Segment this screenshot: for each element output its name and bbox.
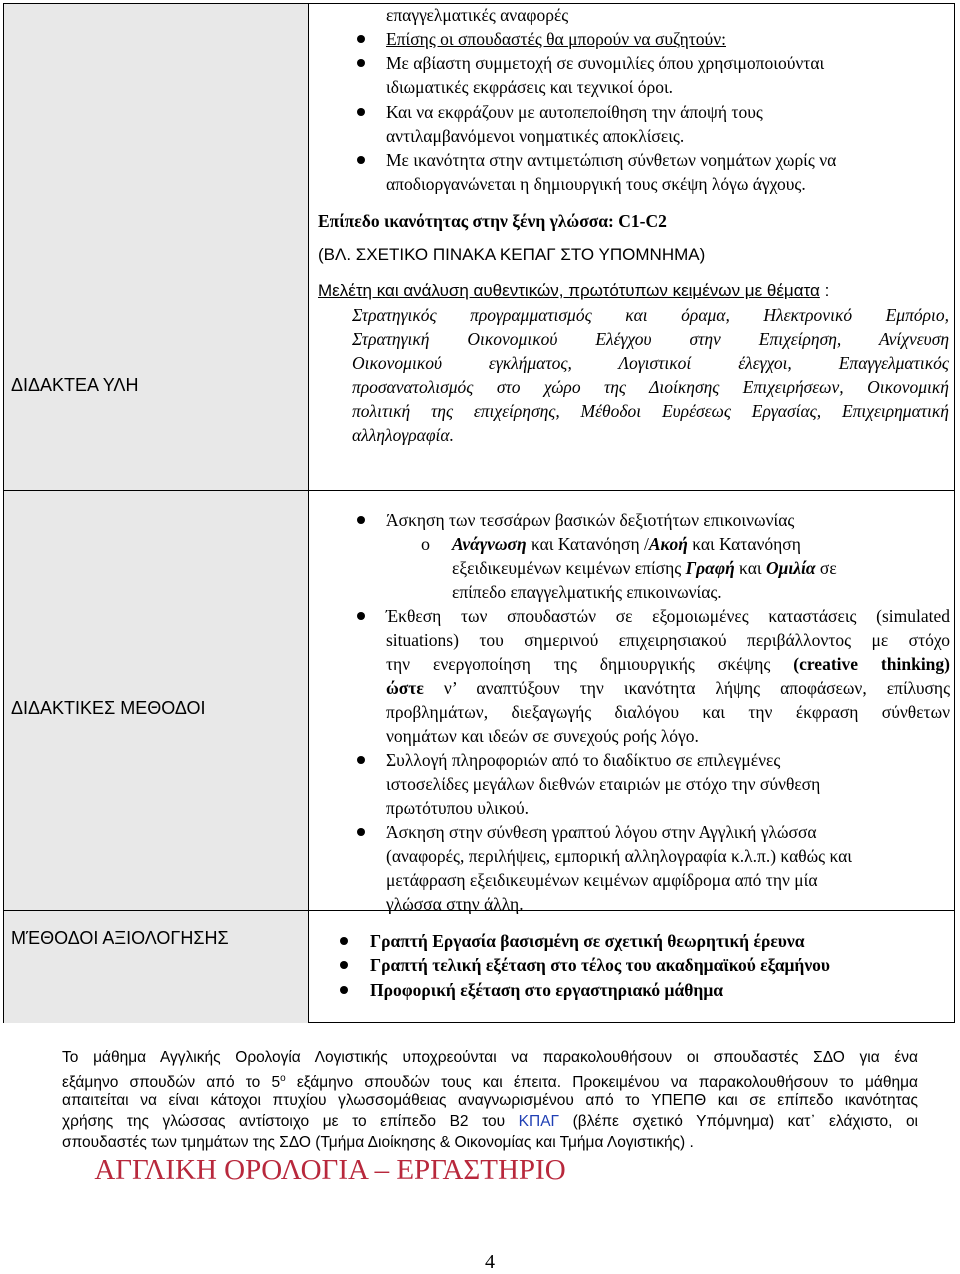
so-that-text: ώστε [386, 678, 424, 698]
note-line: απαιτείται να είναι κάτοχοι πτυχίου γλωσσομάθειας αναγνωρισμένου από το ΥΠΕΠΘ και σε επίπεδο ικανότητας [62, 1091, 918, 1109]
outcome-line: Με αβίαστη συμμετοχή σε συνομιλίες όπου χρησιμοποιούνται [386, 53, 825, 73]
method-line: ιστοσελίδες μεγάλων διεθνών εταιριών με στόχο την σύνθεση [386, 774, 821, 794]
method-line: γλώσσα στην άλλη. [386, 894, 524, 914]
method-text: σε [815, 558, 837, 578]
outcome-line: αντιλαμβανόμενοι νοηματικές αποκλίσεις. [386, 126, 685, 146]
method-text: εξειδικευμένων κειμένων επίσης [452, 558, 686, 578]
note-line [62, 1111, 918, 1132]
method-line [386, 676, 950, 700]
method-line: Συλλογή πληροφοριών από το διαδίκτυο σε επιλεγμένες [386, 750, 781, 770]
creative-thinking-text: (creative thinking) [793, 654, 950, 674]
bullet-icon [357, 516, 365, 524]
reading-text: Ανάγνωση [452, 534, 527, 554]
assessment-item: Γραπτή τελική εξέταση στο τέλος του ακαδημαϊκού εξαμήνου [370, 955, 830, 975]
outcome-line: επαγγελματικές αναφορές [386, 5, 569, 25]
bullet-icon [357, 35, 365, 43]
material-topics-line: Οικονομικού εγκλήματος, Λογιστικοί έλεγχοι, Επαγγελματικός [352, 353, 949, 373]
level-label: Επίπεδο ικανότητας στην ξένη γλώσσα: C1-C2 [318, 211, 667, 231]
outcome-line: Και να εκφράζουν με αυτοπεποίθηση την άποψή τους [386, 102, 763, 122]
note-line: σπουδαστές των τμημάτων της ΣΔΟ (Τμήμα Διοίκησης & Οικονομίας και Τμήμα Λογιστικής) . [62, 1134, 694, 1152]
note-text: χρήσης της γλώσσας αντίστοιχο με το επίπεδο Β2 του [62, 1112, 519, 1130]
bullet-icon [357, 612, 365, 620]
circle-bullet-icon: o [421, 534, 430, 554]
assessment-item: Προφορική εξέταση στο εργαστηριακό μάθημα [370, 980, 724, 1000]
method-sub-line [452, 556, 837, 580]
bullet-icon [357, 108, 365, 116]
assessment-item: Γραπτή Εργασία βασισμένη σε σχετική θεωρητική έρευνα [370, 931, 805, 951]
outcome-text: Επίσης οι σπουδαστές θα μπορούν να συζητούν: [386, 29, 726, 49]
methods-label: ΔΙΔΑΚΤΙΚΕΣ ΜΕΘΟΔΟΙ [11, 698, 206, 718]
page-number: 4 [485, 1251, 495, 1273]
method-line: νοημάτων και ιδεών σε συνεχούς ροής λόγο. [386, 726, 699, 746]
method-line: προβλημάτων, διεξαγωγής διαλόγου και την έκφραση σύνθετων [386, 702, 950, 722]
method-line: Άσκηση των τεσσάρων βασικών δεξιοτήτων επικοινωνίας [386, 510, 795, 530]
method-line: Άσκηση στην σύνθεση γραπτού λόγου στην Αγγλική γλώσσα [386, 822, 817, 842]
material-topics-line: Στρατηγική Οικονομικού Ελέγχου στην Επιχείρηση, Ανίχνευση [352, 329, 949, 349]
assessment-label: ΜΈΘΟΔΟΙ ΑΞΙΟΛΟΓΗΣΗΣ [11, 928, 229, 948]
section-heading: ΑΓΓΛΙΚΗ ΟΡΟΛΟΓΙΑ – ΕΡΓΑΣΤΗΡΙΟ [94, 1154, 566, 1186]
bullet-icon [357, 756, 365, 764]
method-text: και Κατανόηση [687, 534, 801, 554]
outcome-line: Με ικανότητα στην αντιμετώπιση σύνθετων νοημάτων χωρίς να [386, 150, 837, 170]
outcome-line: αποδιοργανώνεται η δημιουργική τους σκέψη λόγω άγχους. [386, 174, 806, 194]
method-text: και [734, 558, 766, 578]
method-text: την ενεργοποίηση της δημιουργικής σκέψης [386, 654, 771, 674]
material-intro [318, 279, 829, 303]
method-text: ν’ αναπτύξουν την ικανότητα λήψης αποφάσεων, επίλυσης [423, 678, 950, 698]
column-divider [308, 4, 309, 1022]
note-text: εξάμηνο σπουδών από το 5 [62, 1074, 281, 1092]
bullet-icon [340, 937, 348, 945]
material-label: ΔΙΔΑΚΤΕΑ ΥΛΗ [11, 375, 139, 395]
method-text: και Κατανόηση / [526, 534, 649, 554]
note-text: (βλέπε σχετικό Υπόμνημα) κατ᾽ ελάχιστο, οι [559, 1112, 919, 1130]
enrollment-note [62, 1047, 918, 1153]
writing-text: Γραφή [685, 558, 735, 578]
method-line: Έκθεση των σπουδαστών σε εξομοιωμένες καταστάσεις (simulated [386, 606, 950, 626]
level-reference: (ΒΛ. ΣΧΕΤΙΚΟ ΠΙΝΑΚΑ ΚΕΠΑΓ ΣΤΟ ΥΠΟΜΝΗΜΑ) [318, 245, 706, 264]
note-line: Το μάθημα Αγγλικής Ορολογία Λογιστικής υποχρεούνται να παρακολουθήσουν οι σπουδαστές ΣΔΟ για ένα [62, 1049, 918, 1066]
method-sub-line: επίπεδο επαγγελματικής επικοινωνίας. [452, 582, 722, 602]
material-topics-line: αλληλογραφία. [352, 425, 454, 445]
bullet-icon [340, 961, 348, 969]
kpag-link[interactable]: ΚΠΑΓ [518, 1112, 560, 1130]
listening-text: Ακοή [648, 534, 688, 554]
outcome-line: ιδιωματικές εκφράσεις και τεχνικοί όροι. [386, 77, 674, 97]
method-line: μετάφραση εξειδικευμένων κειμένων αμφίδρομα από την μία [386, 870, 818, 890]
material-intro-text: Μελέτη και ανάλυση αυθεντικών, πρωτότυπων κειμένων με θέματα [318, 281, 820, 300]
label-cell-material [4, 4, 308, 490]
material-intro-colon: : [819, 281, 830, 300]
speaking-text: Ομιλία [765, 558, 816, 578]
note-text: εξάμηνο σπουδών τους και έπειτα. Προκειμένου να παρακολουθήσουν το μάθημα [285, 1074, 918, 1092]
method-line: situations) του σημερινού επιχειρησιακού περιβάλλοντος με στόχο [386, 630, 950, 650]
method-line [386, 652, 950, 676]
note-superscript: ο [280, 1073, 286, 1085]
material-topics-line: πολιτική της επιχείρησης, Μέθοδοι Ευρέσεως Εργασίας, Επιχειρηματική [352, 401, 949, 421]
bullet-icon [340, 986, 348, 994]
note-line [62, 1068, 918, 1092]
outcome-line [386, 27, 726, 51]
material-topics-line: Στρατηγικός προγραμματισμός και όραμα, Ηλεκτρονικό Εμπόριο, [352, 305, 949, 325]
row-divider [4, 490, 954, 491]
bullet-icon [357, 59, 365, 67]
method-line: (αναφορές, περιλήψεις, εμπορική αλληλογραφία κ.λ.π.) καθώς και [386, 846, 852, 866]
bullet-icon [357, 828, 365, 836]
method-sub-line [452, 532, 801, 556]
bullet-icon [357, 156, 365, 164]
material-topics-line: προσανατολισμός στο χώρο της Διοίκησης Επιχειρήσεων, Οικονομική [352, 377, 949, 397]
method-line: πρωτότυπου υλικού. [386, 798, 530, 818]
